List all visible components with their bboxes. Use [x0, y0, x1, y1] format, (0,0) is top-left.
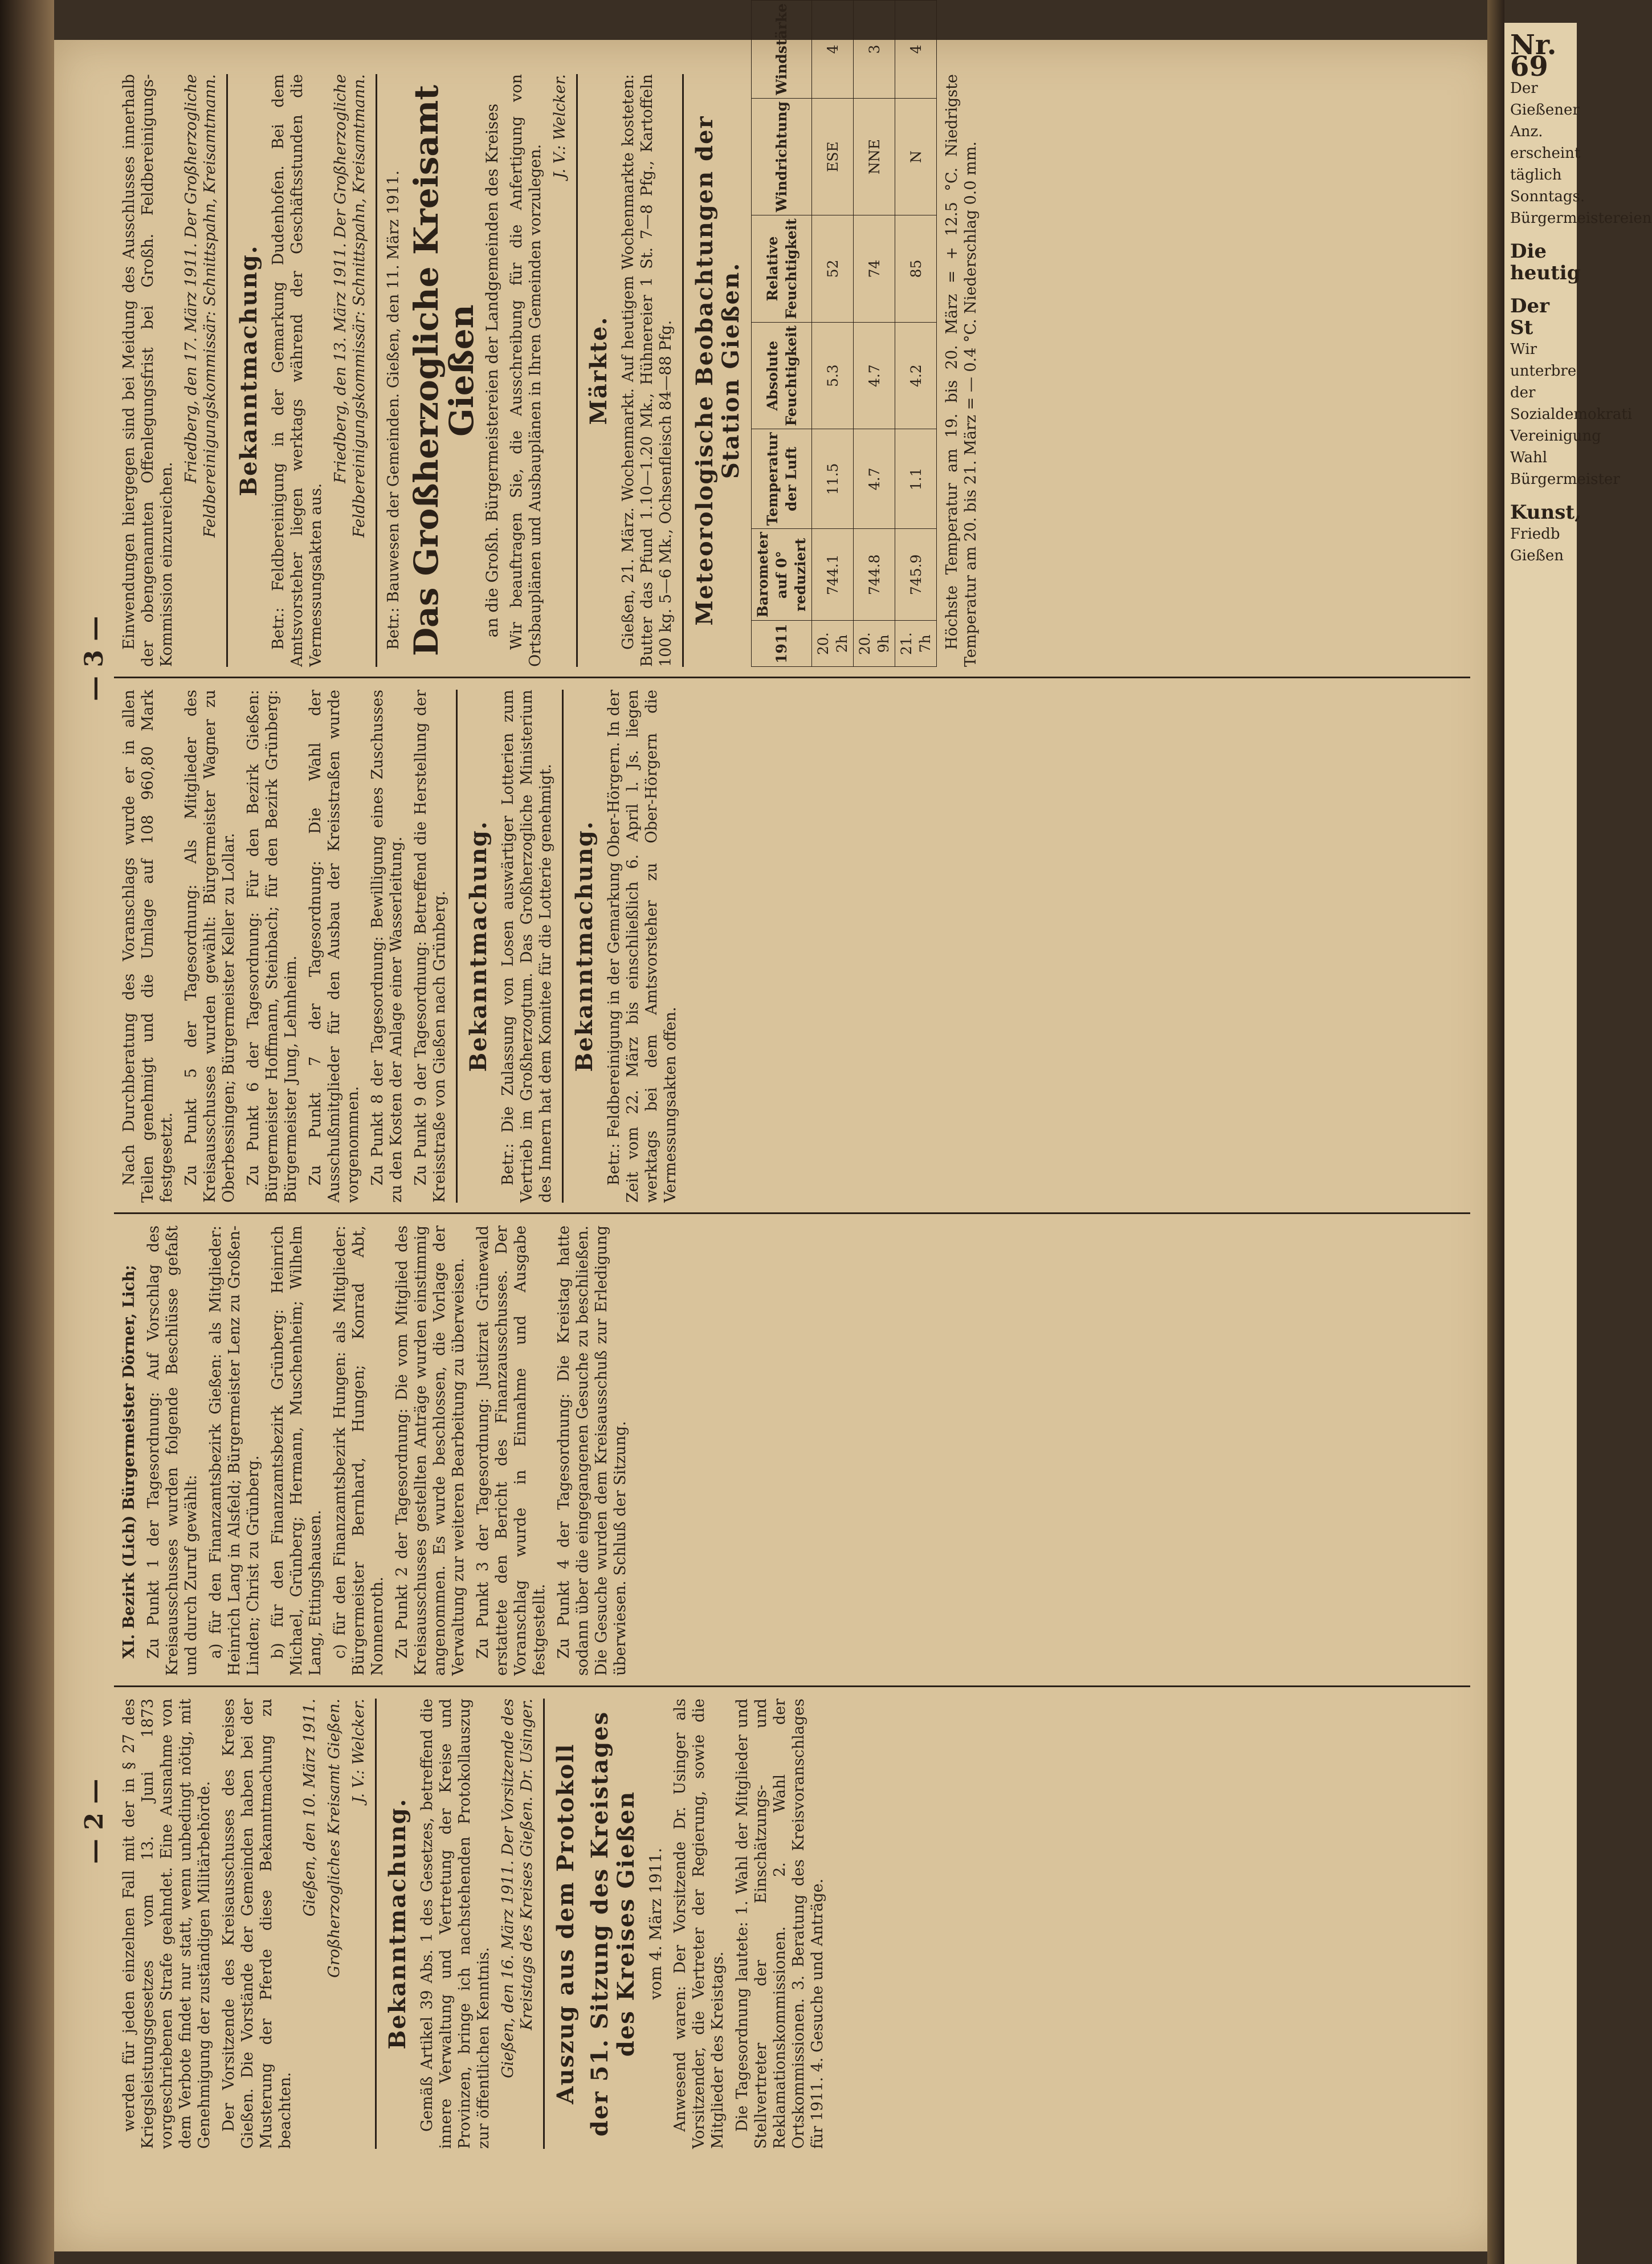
col3-paragraph: Betr.: Feldbereinigung in der Gemarkung Ober-Hörgern. In der Zeit vom 22. März bis einschließlich 6. April l. Js. liegen werktags bei dem Amtsvorsteher zu Ober-Hörgern die Vermessungsakten offen.	[605, 690, 679, 1203]
weather-cell: 5.3	[812, 322, 854, 429]
column-separator	[114, 1212, 1470, 1214]
weather-table-body	[812, 0, 937, 667]
adjacent-line: Wahl	[1510, 449, 1548, 466]
weather-cell: 745.9	[895, 529, 937, 621]
col4-signature: J. V.: Welcker.	[551, 74, 569, 179]
col3-paragraph: Zu Punkt 5 der Tagesordnung: Als Mitglieder des Kreisausschusses wurden gewählt: Bürgermeister Wagner zu Oberbessingen; Bürgermeister Keller zu Lollar.	[182, 690, 238, 1203]
col4-paragraph: Gießen, 21. März. Wochenmarkt. Auf heutigem Wochenmarkte kosteten: Butter das Pfund 1.10—1.20 Mk., Hühnereier 1 St. 7—8 Pfg., Kartoffeln 100 kg. 5—6 Mk., Ochsenfleisch 84—88 Pfg.	[619, 74, 675, 667]
weather-cell: 4.2	[895, 322, 937, 429]
heading-bekanntmachung: Bekanntmachung.	[235, 245, 262, 496]
heading-kreisamt: Das Großherzogliche Kreisamt Gießen	[407, 84, 481, 657]
col3-paragraph: Zu Punkt 9 der Tagesordnung: Betreffend die Herstellung der Kreisstraße von Gießen nach Grünberg.	[412, 690, 448, 1203]
adjacent-issue-number: Nr. 69	[1510, 29, 1557, 83]
col1-intro: werden für jeden einzelnen Fall mit der in § 27 des Kriegsleistungsgesetzes vom 13. Juni 1873 vorgeschriebenen Strafe geahndet. Eine Ausnahme von dem Verbote findet nur statt, wenn unbedingt nötig, mit Genehmigung der zuständigen Militärbehörde.	[120, 1699, 213, 2149]
adjacent-line: Wir unterbre	[1510, 341, 1577, 380]
divider	[456, 690, 458, 1203]
weather-cell: ESE	[812, 98, 854, 215]
divider	[576, 74, 578, 667]
kreisamt-subtitle: an die Großh. Bürgermeistereien der Landgemeinden des Kreises	[483, 103, 501, 638]
weather-cell: 74	[854, 215, 895, 323]
weather-cell: 1.1	[895, 429, 937, 529]
weather-cell: 4	[895, 0, 937, 98]
divider	[682, 74, 684, 667]
adjacent-page-text	[1510, 29, 1652, 2257]
weather-cell: 20. 9h	[854, 621, 895, 667]
heading-weather: Meteorologische Beobachtungen der Station Gießen.	[691, 115, 744, 626]
col4-paragraph: Höchste Temperatur am 19. bis 20. März = + 12.5 °C. Niedrigste Temperatur am 20. bis 21. März = — 0.4 °C. Niederschlag 0.0 mm.	[943, 74, 980, 667]
col2-heading: XI. Bezirk (Lich) Bürgermeister Dörner, Lich;	[120, 1265, 138, 1659]
column-2	[120, 1225, 1465, 1676]
heading-bekanntmachung: Bekanntmachung.	[465, 820, 492, 1072]
adjacent-line: Gießen	[1510, 547, 1564, 564]
col3-paragraph: Zu Punkt 6 der Tagesordnung: Für den Bezirk Gießen: Bürgermeister Hoffmann, Steinbach; für den Bezirk Grünberg: Bürgermeister Jung, Lehnheim.	[244, 690, 300, 1203]
col4-paragraph: Einwendungen hiergegen sind bei Meidung des Ausschlusses innerhalb der obengenannten Offenlegungsfrist bei Großh. Feldbereinigungs-Kommission einzureichen.	[120, 74, 176, 667]
adjacent-line: Kunst,	[1510, 501, 1581, 524]
col3-paragraph: Zu Punkt 7 der Tagesordnung: Die Wahl der Ausschußmitglieder für den Ausbau der Kreisstraßen wurde vorgenommen.	[307, 690, 362, 1203]
col2-paragraph: a) für den Finanzamtsbezirk Gießen: als Mitglieder: Heinrich Lang in Alsfeld; Bürgermeister Lenz zu Großen-Linden; Christ zu Grünberg.	[207, 1225, 262, 1676]
page-number-left: — 2 —	[80, 1778, 109, 1864]
divider	[543, 1699, 545, 2149]
weather-cell: 4.7	[854, 322, 895, 429]
weather-cell: 744.8	[854, 529, 895, 621]
col2-paragraph: Zu Punkt 3 der Tagesordnung: Justizrat Grünewald erstattete den Bericht des Finanzausschusses. Der Voranschlag wurde in Einnahme und Ausgabe festgestellt.	[474, 1225, 548, 1676]
column-separator	[114, 1685, 1470, 1687]
weather-header-cell: Barometer auf 0° reduziert	[752, 529, 812, 621]
adjacent-line: erscheint täglich	[1510, 145, 1581, 184]
divider	[376, 74, 377, 667]
weather-cell: 744.1	[812, 529, 854, 621]
col2-paragraph: Zu Punkt 2 der Tagesordnung: Die vom Mitglied des Kreisausschusses gestellten Anträge wurden einstimmig angenommen. Es wurde beschlossen, die Vorlage der Verwaltung zur weiteren Bearbeitung zu überweisen.	[393, 1225, 467, 1676]
col4-paragraph: Betr.: Feldbereinigung in der Gemarkung Dudenhofen. Bei dem Amtsvorsteher liegen werktags während der Geschäftsstunden die Vermessungsakten aus.	[270, 74, 325, 667]
heading-bekanntmachung: Bekanntmachung.	[384, 1798, 411, 2050]
column-4	[120, 3, 1465, 667]
weather-cell: 11.5	[812, 429, 854, 529]
col1-signature: Gießen, den 16. März 1911. Der Vorsitzende des Kreistags des Kreises Gießen. Dr. Usinger.	[499, 1699, 536, 2079]
column-3	[120, 690, 1465, 1203]
adjacent-line: Friedb	[1510, 526, 1560, 543]
sitzung-date: vom 4. März 1911.	[646, 1847, 665, 2000]
col1-paragraph: Die Tagesordnung lautete: 1. Wahl der Mitglieder und Stellvertreter der Einschätzungs- und Reklamationskommissionen. 2. Wahl der Ortskommissionen. 3. Beratung des Kreisvoranschlages für 1911. 4. Gesuche und Anträge.	[733, 1699, 826, 2149]
col2-paragraph: c) für den Finanzamtsbezirk Hungen: als Mitglieder: Bürgermeister Bernhard, Hungen; Konrad Abt, Nonnenroth.	[331, 1225, 386, 1676]
divider	[562, 690, 564, 1203]
adjacent-line: Bürgermeistereien	[1510, 210, 1652, 227]
adjacent-line: Bürgermeister	[1510, 471, 1620, 488]
weather-header-cell: Windstärke	[752, 0, 812, 98]
col4-signature: Friedberg, den 13. März 1911. Der Großherzogliche Feldbereinigungskommissär: Schnittspahn, Kreisamtmann.	[332, 74, 368, 538]
weather-row	[854, 0, 895, 667]
weather-cell: N	[895, 98, 937, 215]
adjacent-line: der Sozialdemokrati	[1510, 384, 1633, 423]
col2-paragraph: Zu Punkt 1 der Tagesordnung: Auf Vorschlag des Kreisausschusses wurden folgende Beschlüsse gefaßt und durch Zuruf gewählt:	[145, 1225, 200, 1676]
col1-sig-office: Großherzogliches Kreisamt Gießen.	[325, 1699, 343, 1978]
col3-paragraph: Betr.: Die Zulassung von Losen auswärtiger Lotterien zum Vertrieb im Großherzogtum. Das Großherzogliche Ministerium des Innern hat dem Komitee für die Lotterie genehmigt.	[499, 690, 554, 1203]
col1-paragraph: Anwesend waren: Der Vorsitzende Dr. Usinger als Vorsitzender, die Vertreter der Regierung, sowie die Mitglieder des Kreistags.	[671, 1699, 727, 2149]
col4-signature: Friedberg, den 17. März 1911. Der Großherzogliche Feldbereinigungskommissär: Schnittspahn, Kreisamtmann.	[182, 74, 219, 538]
divider	[375, 1699, 377, 2149]
book-binding	[0, 0, 54, 2264]
weather-cell: 4.7	[854, 429, 895, 529]
weather-cell: 85	[895, 215, 937, 323]
heading-sitzung: der 51. Sitzung des Kreistages des Kreises Gießen	[586, 1711, 639, 2137]
adjacent-line: Der Gießener Anz.	[1510, 80, 1580, 140]
col1-sig-name: J. V.: Welcker.	[350, 1699, 368, 1803]
weather-table-header	[752, 0, 812, 667]
weather-table	[751, 0, 937, 667]
col1-paragraph: Gemäß Artikel 39 Abs. 1 des Gesetzes, betreffend die innere Verwaltung und Vertretung der Kreise und Provinzen, bringe ich nachstehenden Protokollauszug zur öffentlichen Kenntnis.	[418, 1699, 492, 2149]
divider	[226, 74, 228, 667]
weather-row	[895, 0, 937, 667]
adjacent-line: Die heutig	[1510, 240, 1581, 284]
adjacent-line: Sonntags.	[1510, 188, 1585, 205]
col2-paragraph: Zu Punkt 4 der Tagesordnung: Die Kreistag hatte sodann über die eingegangenen Gesuche zu beschließen. Die Gesuche wurden dem Kreisausschuß zur Erledigung überwiesen. Schluß der Sitzung.	[555, 1225, 629, 1676]
col2-paragraph: b) für den Finanzamtsbezirk Grünberg: Heinrich Michael, Grünberg; Hermann, Muschenheim; Wilhelm Lang, Ettingshausen.	[269, 1225, 324, 1676]
col3-paragraph: Nach Durchberatung des Voranschlags wurde er in allen Teilen genehmigt und die Umlage auf 108 960,80 Mark festgesetzt.	[120, 690, 176, 1203]
weather-cell: NNE	[854, 98, 895, 215]
column-1	[120, 1699, 1465, 2149]
weather-row	[812, 0, 854, 667]
weather-cell: 52	[812, 215, 854, 323]
weather-header-cell: Relative Feuchtigkeit	[752, 215, 812, 323]
col1-sig-place: Gießen, den 10. März 1911.	[301, 1699, 319, 1917]
adjacent-line: Vereinigung	[1510, 427, 1601, 445]
column-separator	[114, 677, 1470, 678]
heading-maerkte: Märkte.	[585, 316, 612, 425]
col3-paragraph: Zu Punkt 8 der Tagesordnung: Bewilligung eines Zuschusses zu den Kosten der Anlage einer Wasserleitung.	[369, 690, 405, 1203]
col4-paragraph: Wir beauftragen Sie, die Ausschreibung für die Anfertigung von Ortsbauplänen und Ausbauplänen in Ihren Gemeinden vorzulegen.	[508, 74, 544, 667]
weather-cell: 20. 2h	[812, 621, 854, 667]
adjacent-lines	[1510, 78, 1652, 567]
weather-header-cell: 1911	[752, 621, 812, 667]
page-gutter	[1487, 0, 1504, 2264]
weather-header-cell: Absolute Feuchtigkeit	[752, 322, 812, 429]
weather-header-cell: Windrichtung	[752, 98, 812, 215]
adjacent-line: Der St	[1510, 295, 1550, 339]
weather-cell	[854, 0, 895, 98]
weather-cell: 4	[812, 0, 854, 98]
weather-header-cell: Temperatur der Luft	[752, 429, 812, 529]
heading-bekanntmachung: Bekanntmachung.	[571, 820, 598, 1072]
rotated-newspaper-spread	[80, 3, 1482, 2172]
weather-cell: 21. 7h	[895, 621, 937, 667]
col4-betr: Betr.: Bauwesen der Gemeinden. Gießen, den 11. März 1911.	[385, 170, 402, 650]
page-number-right: — 3 —	[80, 616, 109, 701]
col1-paragraph: Der Vorsitzende des Kreisausschusses des Kreises Gießen. Die Vorstände der Gemeinden haben bei der Musterung der Pferde diese Bekanntmachung zu beachten.	[220, 1699, 294, 2149]
heading-auszug: Auszug aus dem Protokoll	[552, 1743, 579, 2104]
